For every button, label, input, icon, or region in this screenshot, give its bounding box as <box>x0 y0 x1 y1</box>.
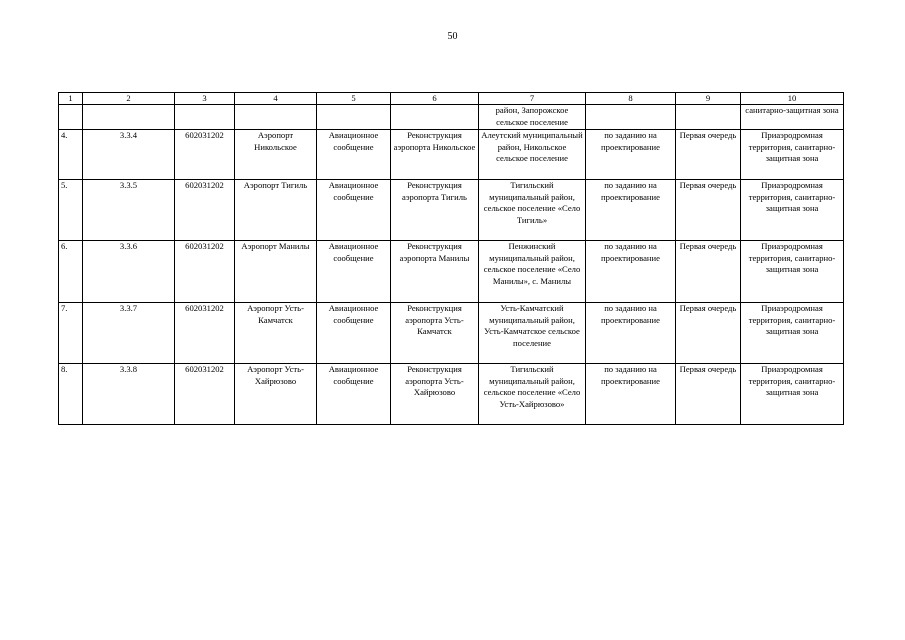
table-cell-col-8: по заданию на проектирование <box>586 130 676 180</box>
table-cell-col-1: 7. <box>59 303 83 364</box>
table-cell-col-8: по заданию на проектирование <box>586 241 676 303</box>
table-cell-col-4: Аэропорт Манилы <box>235 241 317 303</box>
table-cell-col-5: 5 <box>317 93 391 105</box>
table-cell-col-6: Реконструкция аэропорта Усть-Камчатск <box>391 303 479 364</box>
table-cell-col-6: Реконструкция аэропорта Манилы <box>391 241 479 303</box>
table-row <box>59 180 844 241</box>
table-cell-col-3: 602031202 <box>175 180 235 241</box>
table-cell-col-4: Аэропорт Никольское <box>235 130 317 180</box>
table-cell-col-1: 5. <box>59 180 83 241</box>
table-cell-col-10: Приаэродромная территория, санитарно-защитная зона <box>741 241 844 303</box>
table-cell-col-10: Приаэродромная территория, санитарно-защитная зона <box>741 180 844 241</box>
table-cell-col-8: по заданию на проектирование <box>586 303 676 364</box>
table-cell-col-5: Авиационное сообщение <box>317 364 391 425</box>
table-cell-col-10: 10 <box>741 93 844 105</box>
table-cell-col-10: санитарно-защитная зона <box>741 105 844 130</box>
table-row <box>59 130 844 180</box>
table-cell-col-6: 6 <box>391 93 479 105</box>
table-cell-col-5: Авиационное сообщение <box>317 241 391 303</box>
table-cell-col-4: Аэропорт Усть-Хайрюзово <box>235 364 317 425</box>
table-cell-col-7: Тигильский муниципальный район, сельское поселение «Село Тигиль» <box>479 180 586 241</box>
table-row <box>59 241 844 303</box>
table-cell-col-7: Тигильский муниципальный район, сельское поселение «Село Усть-Хайрюзово» <box>479 364 586 425</box>
table-cell-col-5: Авиационное сообщение <box>317 130 391 180</box>
table-cell-col-9: Первая очередь <box>676 364 741 425</box>
table-cell-col-1: 4. <box>59 130 83 180</box>
table-cell-col-10: Приаэродромная территория, санитарно-защитная зона <box>741 364 844 425</box>
table-cell-col-9: 9 <box>676 93 741 105</box>
table-cell-col-6: Реконструкция аэропорта Усть-Хайрюзово <box>391 364 479 425</box>
table-cell-col-3 <box>175 105 235 130</box>
table-cell-col-10: Приаэродромная территория, санитарно-защитная зона <box>741 130 844 180</box>
table-cell-col-8: по заданию на проектирование <box>586 364 676 425</box>
table-cell-col-7: Пенжинский муниципальный район, сельское поселение «Село Манилы», с. Манилы <box>479 241 586 303</box>
table-cell-col-9: Первая очередь <box>676 241 741 303</box>
table-cell-col-2: 3.3.5 <box>83 180 175 241</box>
table-cell-col-3: 602031202 <box>175 303 235 364</box>
table-cell-col-5 <box>317 105 391 130</box>
table-cell-col-4: 4 <box>235 93 317 105</box>
table-cell-col-4: Аэропорт Тигиль <box>235 180 317 241</box>
table-cell-col-7: Алеутский муниципальный район, Никольское сельское поселение <box>479 130 586 180</box>
table-cell-col-8: 8 <box>586 93 676 105</box>
table-cell-col-2: 3.3.4 <box>83 130 175 180</box>
table-cell-col-1: 6. <box>59 241 83 303</box>
table-cell-col-7: район, Запорожское сельское поселение <box>479 105 586 130</box>
table-cell-col-9: Первая очередь <box>676 130 741 180</box>
table-cell-col-8 <box>586 105 676 130</box>
table-cell-col-1 <box>59 105 83 130</box>
table-cell-col-2: 3.3.8 <box>83 364 175 425</box>
table-cell-col-2: 3.3.7 <box>83 303 175 364</box>
table-cell-col-3: 3 <box>175 93 235 105</box>
table-cell-col-6: Реконструкция аэропорта Тигиль <box>391 180 479 241</box>
table-cell-col-5: Авиационное сообщение <box>317 303 391 364</box>
table-cell-col-4: Аэропорт Усть-Камчатск <box>235 303 317 364</box>
data-table <box>58 92 844 425</box>
table-row <box>59 303 844 364</box>
table-cell-col-4 <box>235 105 317 130</box>
table-cell-col-9: Первая очередь <box>676 303 741 364</box>
table-cell-col-7: Усть-Камчатский муниципальный район, Усть-Камчатское сельское поселение <box>479 303 586 364</box>
table-cell-col-6: Реконструкция аэропорта Никольское <box>391 130 479 180</box>
page-number: 50 <box>447 31 458 42</box>
table-cell-col-2 <box>83 105 175 130</box>
table-row <box>59 364 844 425</box>
table-header-row <box>59 93 844 105</box>
table-cell-col-3: 602031202 <box>175 130 235 180</box>
table-cell-col-9 <box>676 105 741 130</box>
table-cell-col-2: 2 <box>83 93 175 105</box>
table-cell-col-9: Первая очередь <box>676 180 741 241</box>
table-cell-col-7: 7 <box>479 93 586 105</box>
table-cell-col-1: 1 <box>59 93 83 105</box>
table-cell-col-8: по заданию на проектирование <box>586 180 676 241</box>
table-continuation-row <box>59 105 844 130</box>
table-cell-col-5: Авиационное сообщение <box>317 180 391 241</box>
table-cell-col-6 <box>391 105 479 130</box>
table-cell-col-1: 8. <box>59 364 83 425</box>
table-cell-col-2: 3.3.6 <box>83 241 175 303</box>
table-cell-col-10: Приаэродромная территория, санитарно-защитная зона <box>741 303 844 364</box>
table-cell-col-3: 602031202 <box>175 364 235 425</box>
table-cell-col-3: 602031202 <box>175 241 235 303</box>
